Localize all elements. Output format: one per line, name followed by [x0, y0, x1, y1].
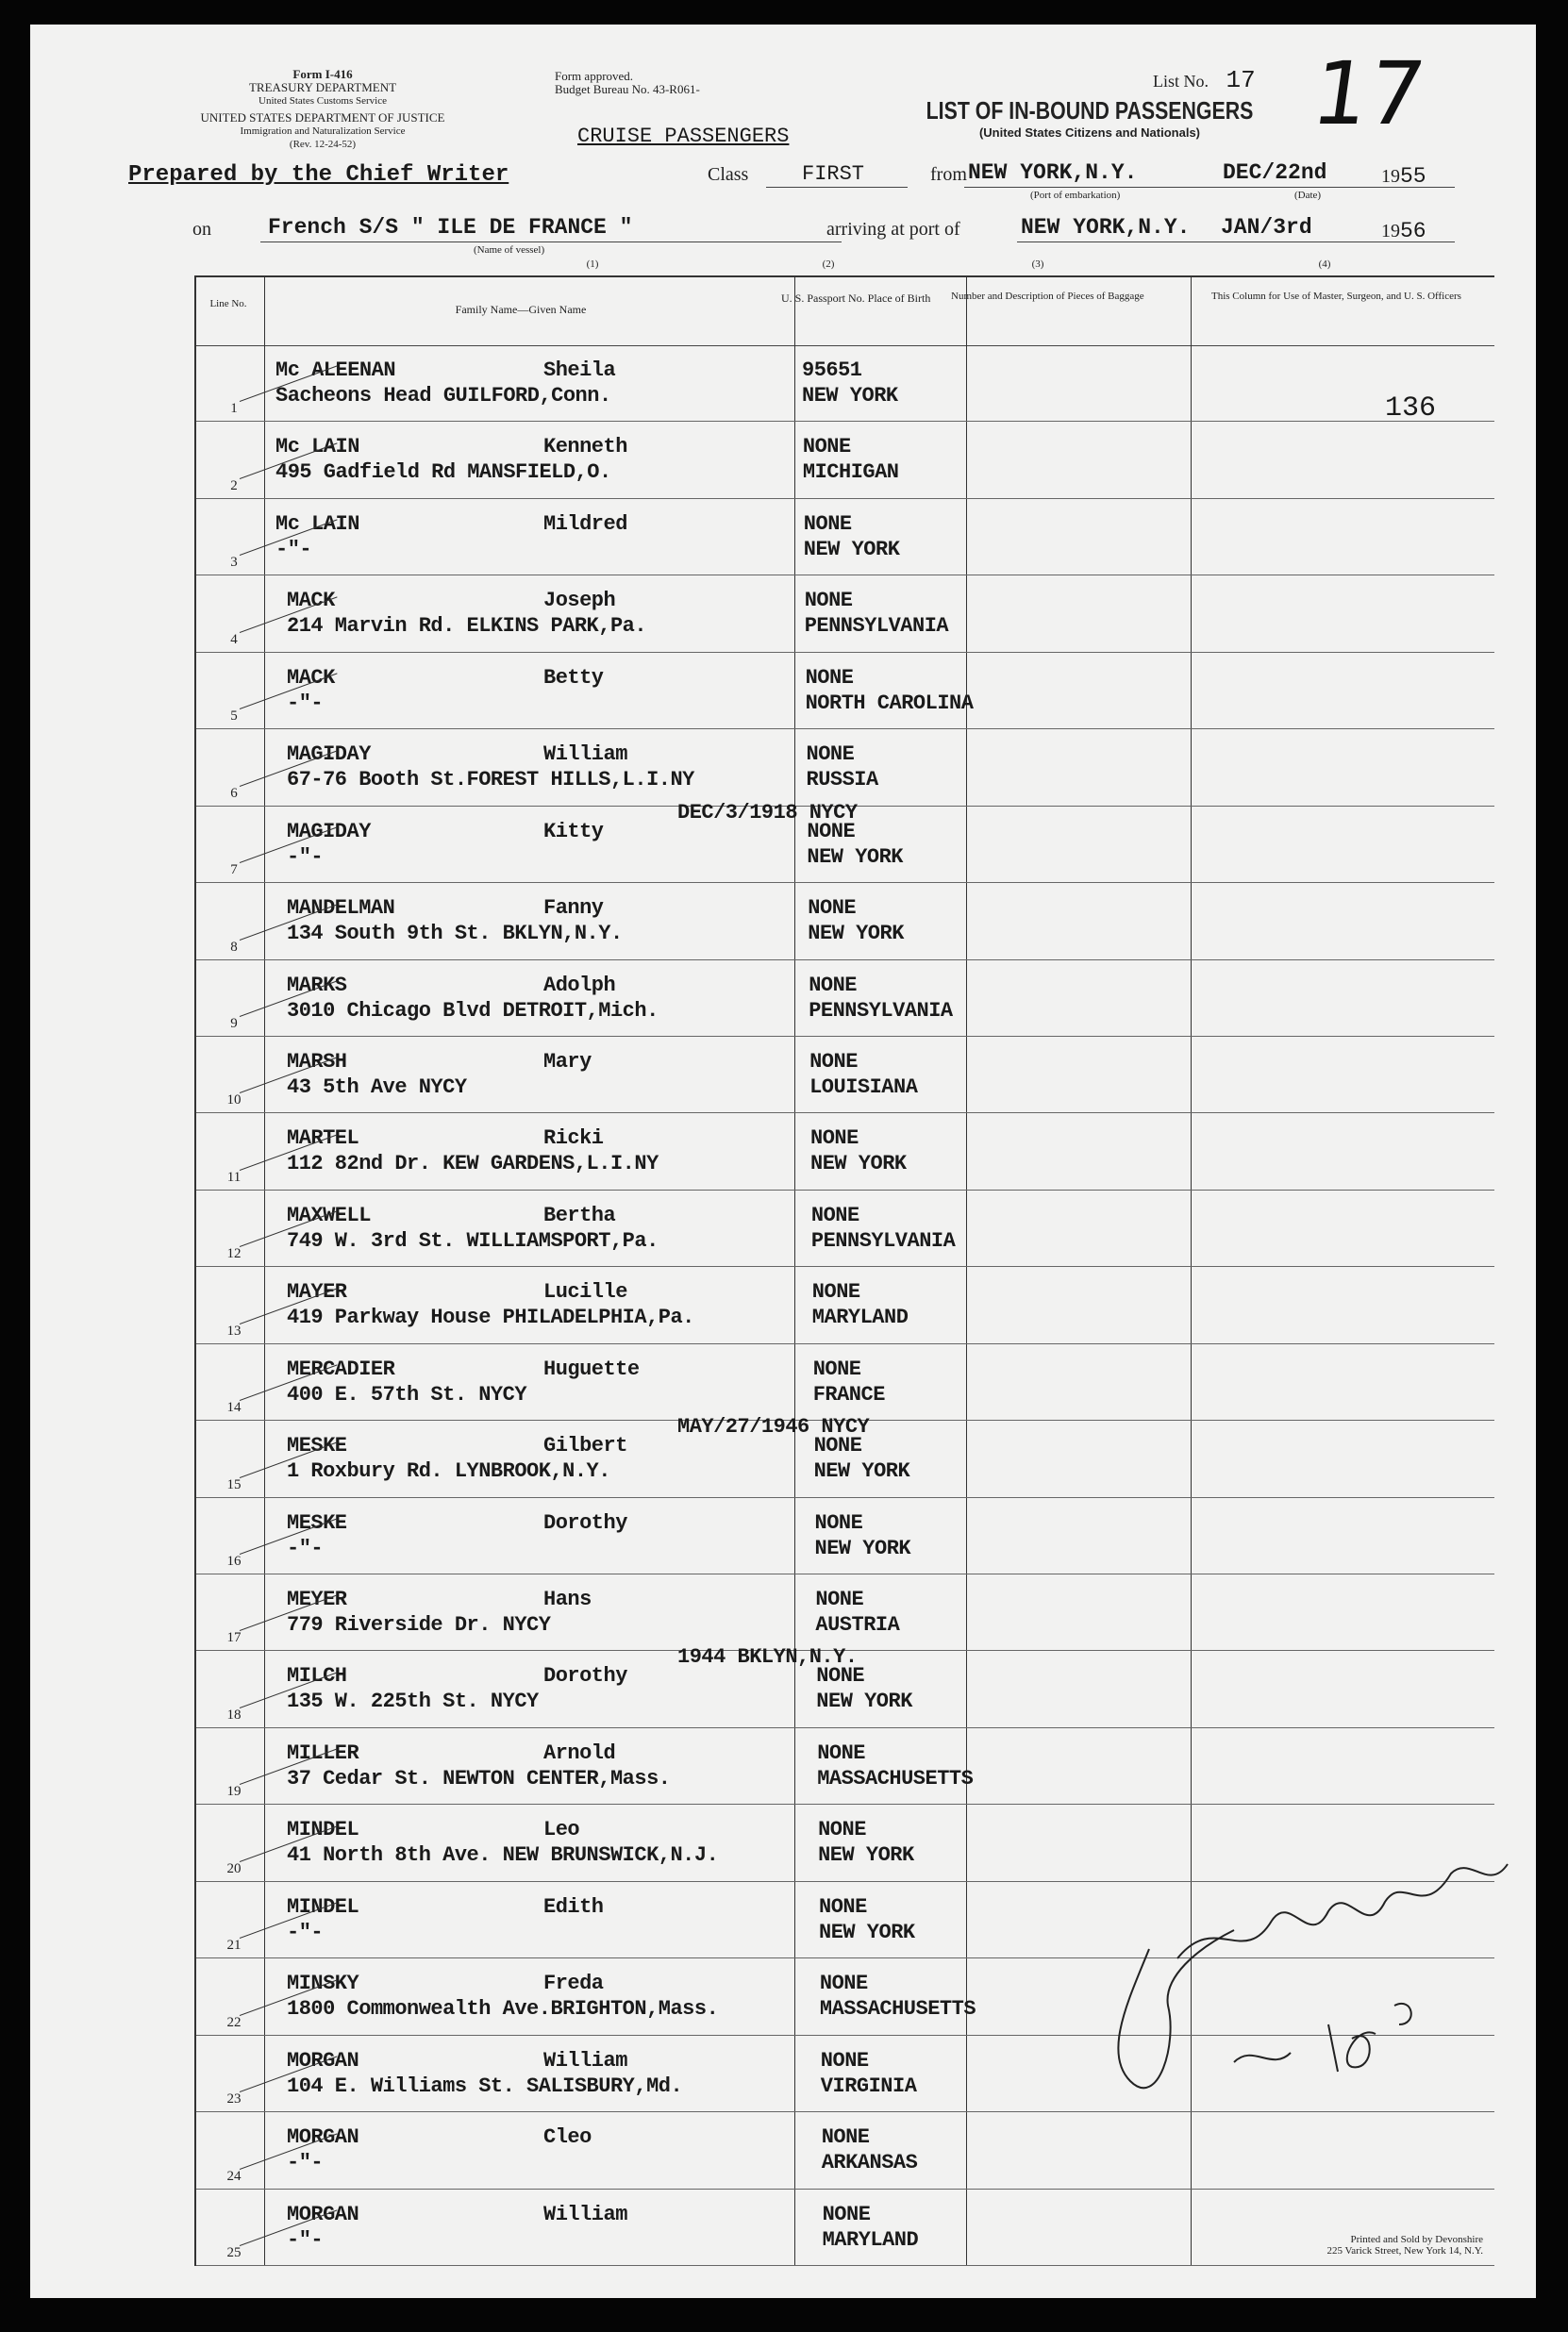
from-year-prefix: 19: [1381, 166, 1400, 187]
from-underline: [964, 187, 1455, 188]
birth-note: 1944 BKLYN,N.Y.: [677, 1645, 858, 1670]
prepared-by: Prepared by the Chief Writer: [128, 162, 509, 188]
place-of-birth: AUSTRIA: [815, 1613, 900, 1638]
place-of-birth: MARYLAND: [822, 2227, 919, 2252]
passport-number: NONE: [813, 1434, 862, 1458]
place-of-birth: NEW YORK: [810, 1152, 907, 1176]
family-name: MILCH: [287, 1664, 347, 1689]
given-name: Kenneth: [543, 435, 627, 459]
arriving-port: NEW YORK,N.Y.: [1021, 215, 1191, 240]
table-row: [196, 1191, 1494, 1267]
given-name: Mildred: [543, 511, 627, 536]
budget-bureau: Budget Bureau No. 43-R061-: [555, 82, 700, 96]
arriving-year-prefix: 19: [1381, 221, 1400, 242]
given-name: Ricki: [543, 1126, 604, 1151]
line-number: 22: [226, 2014, 242, 2030]
on-label: on: [192, 219, 211, 240]
passport-number: NONE: [803, 511, 852, 536]
address: 43 5th Ave NYCY: [287, 1074, 467, 1099]
family-name: MILLER: [287, 1741, 359, 1765]
passport-number: NONE: [806, 742, 855, 767]
passport-number: NONE: [817, 1741, 865, 1765]
vessel-name: French S/S " ILE DE FRANCE ": [268, 215, 633, 240]
given-name: Kitty: [543, 819, 604, 843]
family-name: MORGAN: [287, 2202, 359, 2226]
table-row: [196, 1037, 1494, 1113]
inspector-signature: [1093, 1836, 1526, 2119]
from-value: NEW YORK,N.Y.: [968, 160, 1138, 185]
passport-number: NONE: [814, 1510, 863, 1535]
col-header-officers: This Column for Use of Master, Surgeon, and U. S. Officers: [1211, 291, 1461, 302]
passport-number: 95651: [802, 358, 862, 382]
address: -"-: [287, 1536, 324, 1560]
passport-number: NONE: [818, 1818, 866, 1842]
cruise-passengers-stamp: CRUISE PASSENGERS: [577, 125, 790, 148]
list-no-label: List No.: [1153, 72, 1209, 91]
family-name: MAXWELL: [287, 1203, 371, 1227]
line-number: 10: [226, 1092, 242, 1108]
given-name: Dorothy: [543, 1510, 627, 1535]
form-number: Form I-416: [292, 67, 353, 81]
family-name: MORGAN: [287, 2048, 359, 2073]
line-number: 9: [230, 1015, 238, 1031]
family-name: MANDELMAN: [287, 896, 395, 921]
place-of-birth: NEW YORK: [819, 1920, 915, 1944]
address: 104 E. Williams St. SALISBURY,Md.: [287, 2074, 683, 2098]
line-number: 3: [230, 555, 238, 571]
table-row: [196, 2112, 1494, 2189]
table-row: [196, 1498, 1494, 1574]
family-name: MESKE: [287, 1434, 347, 1458]
birth-note: DEC/3/1918 NYCY: [677, 800, 858, 825]
list-title-block: [887, 96, 1293, 140]
address: -"-: [287, 691, 324, 715]
given-name: Bertha: [543, 1203, 616, 1227]
line-number: 8: [230, 939, 238, 955]
place-of-birth: MARYLAND: [811, 1306, 909, 1330]
address: -"-: [287, 844, 324, 869]
place-of-birth: MASSACHUSETTS: [817, 1766, 974, 1791]
line-number: 21: [226, 1938, 242, 1954]
col-num-4: (4): [1318, 258, 1331, 270]
place-of-birth: PENNSYLVANIA: [810, 1228, 956, 1253]
place-of-birth: NEW YORK: [814, 1536, 911, 1560]
given-name: Gilbert: [543, 1434, 627, 1458]
address: Sacheons Head GUILFORD,Conn.: [275, 384, 611, 408]
passport-number: NONE: [816, 1664, 865, 1689]
passport-number: NONE: [809, 973, 857, 997]
col-header-passport: U. S. Passport No. Place of Birth: [781, 292, 931, 305]
given-name: Cleo: [543, 2125, 592, 2150]
family-name: MAGIDAY: [287, 742, 371, 767]
from-label: from: [930, 164, 967, 185]
address: 41 North 8th Ave. NEW BRUNSWICK,N.J.: [287, 1843, 719, 1868]
arriving-label: arriving at port of: [826, 219, 960, 240]
list-number-handwritten: 17: [1306, 43, 1431, 144]
line-number: 12: [226, 1246, 242, 1262]
given-name: Fanny: [543, 896, 604, 921]
line-number: 4: [230, 631, 238, 647]
from-year-value: 55: [1400, 164, 1426, 189]
from-date: DEC/22nd: [1223, 160, 1327, 185]
family-name: MARSH: [287, 1049, 347, 1074]
place-of-birth: NEW YORK: [803, 537, 900, 561]
place-of-birth: NEW YORK: [813, 1459, 910, 1484]
given-name: Betty: [543, 665, 604, 690]
family-name: MEYER: [287, 1588, 347, 1612]
place-of-birth: MASSACHUSETTS: [819, 1997, 976, 2022]
printer-line-1: Printed and Sold by Devonshire: [1350, 2234, 1483, 2245]
printer-imprint: [1219, 2234, 1483, 2257]
family-name: MINDEL: [287, 1894, 359, 1919]
customs-service: United States Customs Service: [259, 95, 387, 107]
passport-number: NONE: [821, 2125, 870, 2150]
line-number: 16: [226, 1554, 242, 1570]
place-of-birth: PENNSYLVANIA: [809, 998, 953, 1023]
family-name: MARTEL: [287, 1126, 359, 1151]
line-number: 15: [226, 1476, 242, 1492]
passport-number: NONE: [819, 1894, 867, 1919]
table-row: [196, 1574, 1494, 1670]
form-header-block: [200, 68, 445, 151]
address: 37 Cedar St. NEWTON CENTER,Mass.: [287, 1766, 671, 1791]
class-value: FIRST: [802, 162, 865, 186]
passport-number: NONE: [811, 1280, 860, 1305]
given-name: Hans: [543, 1588, 592, 1612]
ins-service: Immigration and Naturalization Service: [240, 125, 406, 137]
family-name: MINSKY: [287, 1972, 359, 1996]
line-number: 18: [226, 1707, 242, 1723]
passport-number: NONE: [808, 896, 857, 921]
family-name: MAYER: [287, 1280, 347, 1305]
family-name: Mc LAIN: [275, 511, 359, 536]
place-of-birth: NEW YORK: [802, 384, 898, 408]
passport-number: NONE: [815, 1588, 864, 1612]
address: 134 South 9th St. BKLYN,N.Y.: [287, 922, 623, 946]
form-approved: Form approved.: [555, 69, 634, 83]
table-row: [196, 1267, 1494, 1343]
list-subtitle: (United States Citizens and Nationals): [978, 125, 1201, 140]
col-header-name: Family Name—Given Name: [455, 303, 587, 316]
place-of-birth: ARKANSAS: [821, 2151, 918, 2175]
given-name: Huguette: [543, 1357, 640, 1381]
line-number: 20: [226, 1860, 242, 1876]
table-row: [196, 422, 1494, 498]
table-row: [196, 653, 1494, 729]
table-row: [196, 1344, 1494, 1440]
list-title: LIST OF IN-BOUND PASSENGERS: [926, 96, 1254, 125]
given-name: William: [543, 2202, 627, 2226]
line-number: 19: [226, 1784, 242, 1800]
place-of-birth: MICHIGAN: [802, 460, 899, 485]
col-num-3: (3): [1031, 258, 1044, 270]
given-name: Arnold: [543, 1741, 616, 1765]
passport-number: NONE: [807, 819, 856, 843]
col-num-1: (1): [586, 258, 599, 270]
address: 749 W. 3rd St. WILLIAMSPORT,Pa.: [287, 1228, 659, 1253]
address: -"-: [287, 1920, 324, 1944]
table-row: [196, 883, 1494, 959]
table-row: [196, 960, 1494, 1037]
approval-block: [555, 70, 700, 96]
address: 779 Riverside Dr. NYCY: [287, 1613, 551, 1638]
place-of-birth: NEW YORK: [807, 844, 904, 869]
family-name: MESKE: [287, 1510, 347, 1535]
form-revision: (Rev. 12-24-52): [289, 139, 357, 150]
given-name: Lucille: [543, 1280, 627, 1305]
passport-number: NONE: [810, 1203, 859, 1227]
doj-dept: UNITED STATES DEPARTMENT OF JUSTICE: [200, 110, 445, 125]
given-name: Joseph: [543, 589, 616, 613]
manifest-sheet: [30, 25, 1536, 2298]
table-row: [196, 1113, 1494, 1190]
table-row: [196, 499, 1494, 575]
family-name: MAGIDAY: [287, 819, 371, 843]
address: -"-: [287, 2227, 324, 2252]
address: 112 82nd Dr. KEW GARDENS,L.I.NY: [287, 1152, 659, 1176]
passport-number: NONE: [804, 589, 853, 613]
col-header-baggage: Number and Description of Pieces of Baggage: [951, 291, 1144, 302]
treasury-dept: TREASURY DEPARTMENT: [248, 80, 397, 94]
table-row: [196, 575, 1494, 652]
place-of-birth: FRANCE: [812, 1382, 885, 1407]
line-number: 23: [226, 2091, 242, 2107]
place-of-birth: RUSSIA: [806, 768, 878, 792]
line-number: 2: [230, 477, 238, 493]
list-number-field: [1153, 66, 1256, 94]
table-row: [196, 1728, 1494, 1805]
line-number: 5: [230, 708, 238, 725]
family-name: MACK: [287, 589, 335, 613]
class-label: Class: [708, 164, 749, 185]
address: 214 Marvin Rd. ELKINS PARK,Pa.: [287, 614, 647, 639]
address: -"-: [287, 2151, 324, 2175]
place-of-birth: NEW YORK: [808, 922, 904, 946]
line-number: 13: [226, 1323, 242, 1339]
passport-number: NONE: [810, 1126, 859, 1151]
col-num-2: (2): [822, 258, 835, 270]
passport-number: NONE: [820, 2048, 869, 2073]
place-of-birth: PENNSYLVANIA: [804, 614, 949, 639]
given-name: Mary: [543, 1049, 592, 1074]
family-name: MERCADIER: [287, 1357, 395, 1381]
place-of-birth: VIRGINIA: [820, 2074, 917, 2098]
passport-number: NONE: [812, 1357, 861, 1381]
family-name: Mc LAIN: [275, 435, 359, 459]
list-no-value: 17: [1226, 66, 1256, 94]
line-number: 25: [226, 2244, 242, 2260]
given-name: Leo: [543, 1818, 580, 1842]
port-caption: (Port of embarkation): [1030, 190, 1121, 201]
address: 67-76 Booth St.FOREST HILLS,L.I.NY: [287, 768, 694, 792]
given-name: William: [543, 2048, 627, 2073]
family-name: Mc ALEENAN: [275, 358, 396, 382]
place-of-birth: NEW YORK: [816, 1690, 912, 1714]
family-name: MARKS: [287, 973, 347, 997]
line-number: 17: [226, 1630, 242, 1646]
given-name: Freda: [543, 1972, 604, 1996]
address: 3010 Chicago Blvd DETROIT,Mich.: [287, 998, 659, 1023]
table-row: [196, 345, 1494, 422]
address: 1 Roxbury Rd. LYNBROOK,N.Y.: [287, 1459, 610, 1484]
passport-number: NONE: [802, 435, 851, 459]
line-number: 6: [230, 785, 238, 801]
arriving-date: JAN/3rd: [1221, 215, 1312, 240]
given-name: Sheila: [543, 358, 616, 382]
given-name: Dorothy: [543, 1664, 627, 1689]
from-year: [1381, 164, 1426, 189]
family-name: MORGAN: [287, 2125, 359, 2150]
date-caption: (Date): [1294, 190, 1322, 201]
address: 419 Parkway House PHILADELPHIA,Pa.: [287, 1306, 694, 1330]
birth-note: MAY/27/1946 NYCY: [677, 1415, 870, 1440]
given-name: Edith: [543, 1894, 604, 1919]
given-name: Adolph: [543, 973, 616, 997]
col-header-line: Line No.: [209, 298, 247, 309]
class-underline: [766, 187, 908, 188]
line-number: 14: [226, 1400, 242, 1416]
passport-number: NONE: [822, 2202, 871, 2226]
address: -"-: [275, 537, 312, 561]
family-name: MACK: [287, 665, 335, 690]
line-number: 11: [226, 1169, 242, 1185]
given-name: William: [543, 742, 627, 767]
arriving-year-value: 56: [1400, 219, 1426, 243]
printer-line-2: 225 Varick Street, New York 14, N.Y.: [1326, 2245, 1483, 2257]
address: 135 W. 225th St. NYCY: [287, 1690, 539, 1714]
passport-number: NONE: [805, 665, 854, 690]
officer-note: 136: [1385, 392, 1437, 425]
line-number: 1: [230, 401, 238, 417]
table-row: [196, 729, 1494, 825]
family-name: MINDEL: [287, 1818, 359, 1842]
vessel-caption: (Name of vessel): [474, 244, 545, 256]
address: 1800 Commonwealth Ave.BRIGHTON,Mass.: [287, 1997, 719, 2022]
line-number: 7: [230, 862, 238, 878]
passport-number: NONE: [809, 1049, 858, 1074]
arriving-year: [1381, 219, 1426, 243]
line-number: 24: [226, 2168, 242, 2184]
place-of-birth: LOUISIANA: [809, 1074, 918, 1099]
address: 495 Gadfield Rd MANSFIELD,O.: [275, 460, 611, 485]
passport-number: NONE: [819, 1972, 868, 1996]
place-of-birth: NORTH CAROLINA: [805, 691, 974, 715]
place-of-birth: NEW YORK: [818, 1843, 914, 1868]
address: 400 E. 57th St. NYCY: [287, 1382, 527, 1407]
